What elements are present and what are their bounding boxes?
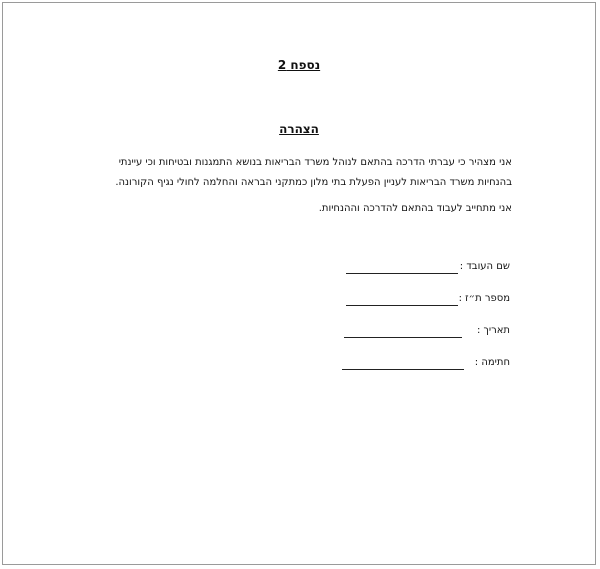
employee-name-label: שם העובד : xyxy=(459,261,510,272)
employee-name-line[interactable] xyxy=(346,273,458,274)
date-field xyxy=(210,325,510,343)
id-number-label: מספר ת״ז : xyxy=(458,293,510,304)
annex-title: נספח 2 xyxy=(277,58,321,72)
signature-field xyxy=(210,357,510,375)
id-number-field xyxy=(210,293,510,311)
date-line[interactable] xyxy=(344,337,462,338)
commitment-paragraph: אני מתחייב לעבוד בהתאם להדרכה וההנחיות. xyxy=(318,203,512,214)
declaration-title: הצהרה xyxy=(279,122,319,136)
date-label: תאריך : xyxy=(476,325,510,336)
signature-line[interactable] xyxy=(342,369,464,370)
document-page xyxy=(2,2,596,565)
employee-name-field xyxy=(210,261,510,279)
id-number-line[interactable] xyxy=(346,305,458,306)
declaration-paragraph: אני מצהיר כי עברתי הדרכה בהתאם לנוהל משרד הבריאות בנושא התמגנות ובטיחות וכי עיינתי בהנחיות משרד הבריאות לעניין הפעלת בתי מלון כמתקני הבראה והחלמה לחולי נגיף הקורונה. xyxy=(115,157,512,188)
signature-label: חתימה : xyxy=(474,357,510,368)
